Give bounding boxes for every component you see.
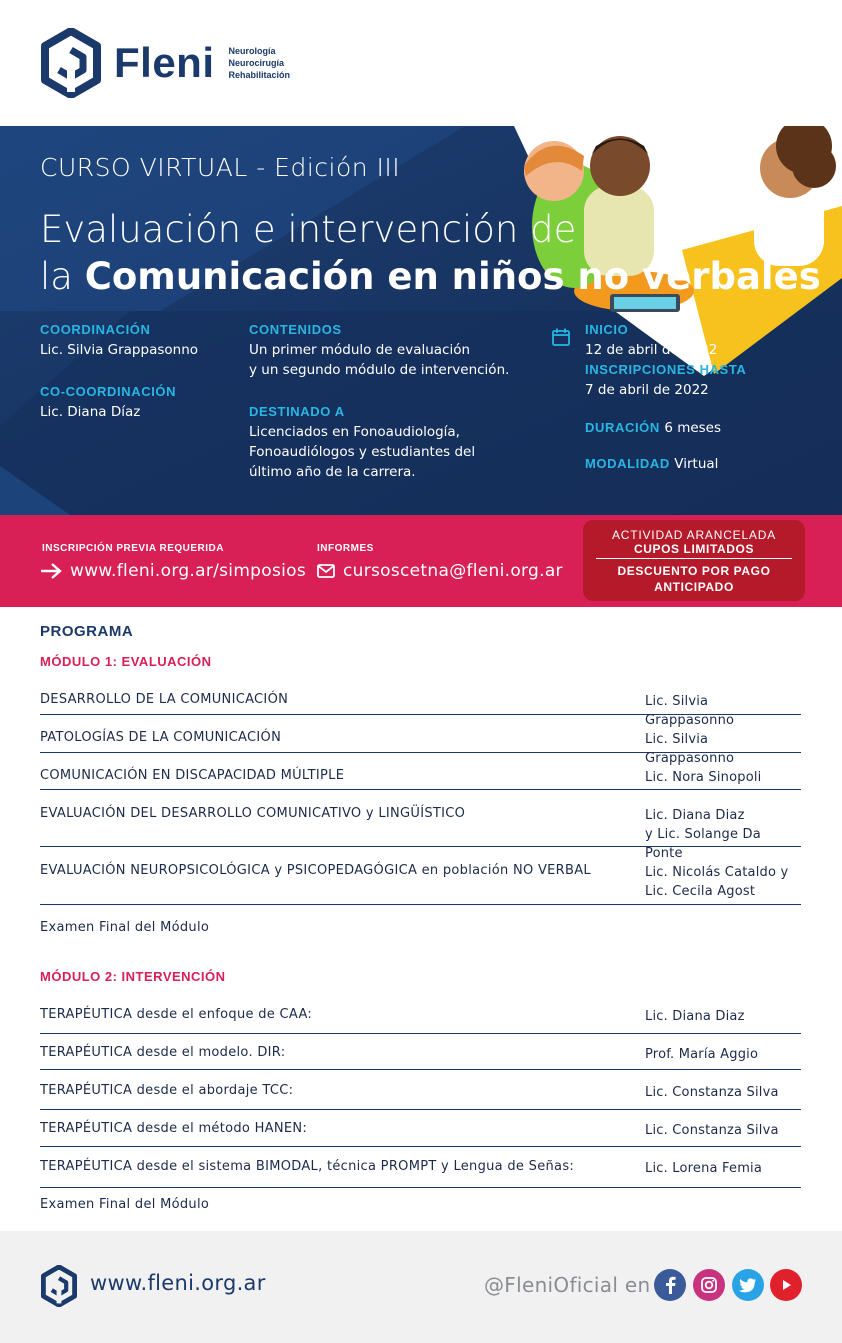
website-link[interactable]: www.fleni.org.ar [90,1271,266,1295]
program-title: PROGRAMA [40,623,134,640]
start-value: 12 de abril de 2022 [585,342,718,358]
topic: COMUNICACIÓN EN DISCAPACIDAD MÚLTIPLE [40,768,345,783]
brand-tagline: Neurología Neurocirugía Rehabilitación [228,46,291,80]
instagram-icon[interactable] [693,1269,725,1301]
contents-line: y un segundo módulo de intervención. [249,362,510,378]
module-2-title: MÓDULO 2: INTERVENCIÓN [40,969,226,984]
fleni-logo[interactable] [40,28,290,98]
table-row [40,1159,801,1188]
audience-line: último año de la carrera. [249,464,416,480]
speaker: Lic. Diana Diaz y Lic. Solange Da Ponte [645,808,761,861]
limited-spots: CUPOS LIMITADOS [633,542,755,556]
audience-line: Fonoaudiólogos y estudiantes del [249,444,476,460]
speaker: Lic. Silvia Grappasonno [645,732,735,766]
speaker: Lic. Constanza Silva [645,1123,779,1138]
twitter-icon[interactable] [732,1269,764,1301]
calendar-icon [551,327,571,347]
modality-value: Virtual [674,456,719,472]
modality-row [585,454,746,474]
social-handle: @FleniOficial en [484,1273,651,1297]
envelope-icon [317,564,335,578]
topic: Examen Final del Módulo [40,920,210,935]
co-coordination-label: CO-COORDINACIÓN [40,384,177,399]
audience-line: Licenciados en Fonoaudiología, [249,424,460,440]
divider [596,558,792,559]
co-coordination-value: Lic. Diana Díaz [40,404,141,420]
discount-line: ANTICIPADO [654,580,734,594]
discount-line: DESCUENTO POR PAGO [617,564,771,578]
speaker: Lic. Nicolás Cataldo y Lic. Cecila Agost [645,865,789,899]
course-title: Evaluación e intervención de la Comunicación en niños no verbales [40,208,821,298]
header [0,0,842,126]
contents-info [249,320,509,482]
table-row [40,1045,801,1070]
coordination-label: COORDINACIÓN [40,322,151,337]
audience-label: DESTINADO A [249,404,345,419]
fleni-logo-icon [40,1265,78,1307]
table-row [40,920,801,940]
table-row [40,1083,801,1110]
email-link[interactable]: cursoscetna@fleni.org.ar [317,561,563,581]
module-1-title: MÓDULO 1: EVALUACIÓN [40,654,212,669]
speaker: Lic. Constanza Silva [645,1085,779,1100]
speaker: Lic. Nora Sinopoli [645,770,762,785]
fee-notice-box [583,520,805,601]
facebook-icon[interactable] [654,1269,686,1301]
arrow-right-icon [40,563,62,579]
fleni-logo-icon [40,28,102,98]
contents-line: Un primer módulo de evaluación [249,342,471,358]
topic: TERAPÉUTICA desde el sistema BIMODAL, técnica PROMPT y Lengua de Señas: [40,1159,575,1174]
speaker: Prof. María Aggio [645,1047,759,1062]
topic: EVALUACIÓN DEL DESARROLLO COMUNICATIVO y LINGÜÍSTICO [40,806,466,821]
table-row [40,768,801,790]
registration-deadline-label: INSCRIPCIONES HASTA [585,362,747,377]
coordination-info [40,320,198,422]
hero-banner [0,126,842,515]
table-row [40,1197,801,1217]
informes-label: INFORMES [317,543,374,554]
table-row [40,1007,801,1034]
topic: DESARROLLO DE LA COMUNICACIÓN [40,692,289,707]
start-label: INICIO [585,322,629,337]
contents-label: CONTENIDOS [249,322,342,337]
course-type: CURSO VIRTUAL - Edición III [40,153,401,182]
topic: TERAPÉUTICA desde el modelo. DIR: [40,1045,286,1060]
speaker: Lic. Silvia Grappasonno [645,694,735,728]
dates-info [585,320,746,474]
coordination-value: Lic. Silvia Grappasonno [40,342,199,358]
topic: Examen Final del Módulo [40,1197,210,1212]
duration-value: 6 meses [664,420,722,436]
registration-link[interactable]: www.fleni.org.ar/simposios [40,561,306,581]
topic: TERAPÉUTICA desde el abordaje TCC: [40,1083,294,1098]
table-row [40,863,801,905]
registration-bar [0,515,842,607]
table-row [40,806,801,861]
youtube-icon[interactable] [770,1269,802,1301]
speaker: Lic. Lorena Femia [645,1161,763,1176]
registration-deadline-value: 7 de abril de 2022 [585,382,709,398]
registration-label: INSCRIPCIÓN PREVIA REQUERIDA [42,543,224,554]
topic: TERAPÉUTICA desde el método HANEN: [40,1121,308,1136]
topic: TERAPÉUTICA desde el enfoque de CAA: [40,1007,313,1022]
duration-label: DURACIÓN [585,420,660,435]
footer [0,1231,842,1343]
brand-name: Fleni [114,39,215,86]
table-row [40,730,801,766]
table-row [40,1121,801,1147]
table-row [40,692,801,728]
speaker: Lic. Diana Diaz [645,1009,745,1024]
fee-notice: ACTIVIDAD ARANCELADA [611,528,777,542]
topic: PATOLOGÍAS DE LA COMUNICACIÓN [40,730,282,745]
duration-row [585,418,746,438]
topic: EVALUACIÓN NEUROPSICOLÓGICA y PSICOPEDAGÓGICA en población NO VERBAL [40,863,591,878]
modality-label: MODALIDAD [585,456,670,471]
